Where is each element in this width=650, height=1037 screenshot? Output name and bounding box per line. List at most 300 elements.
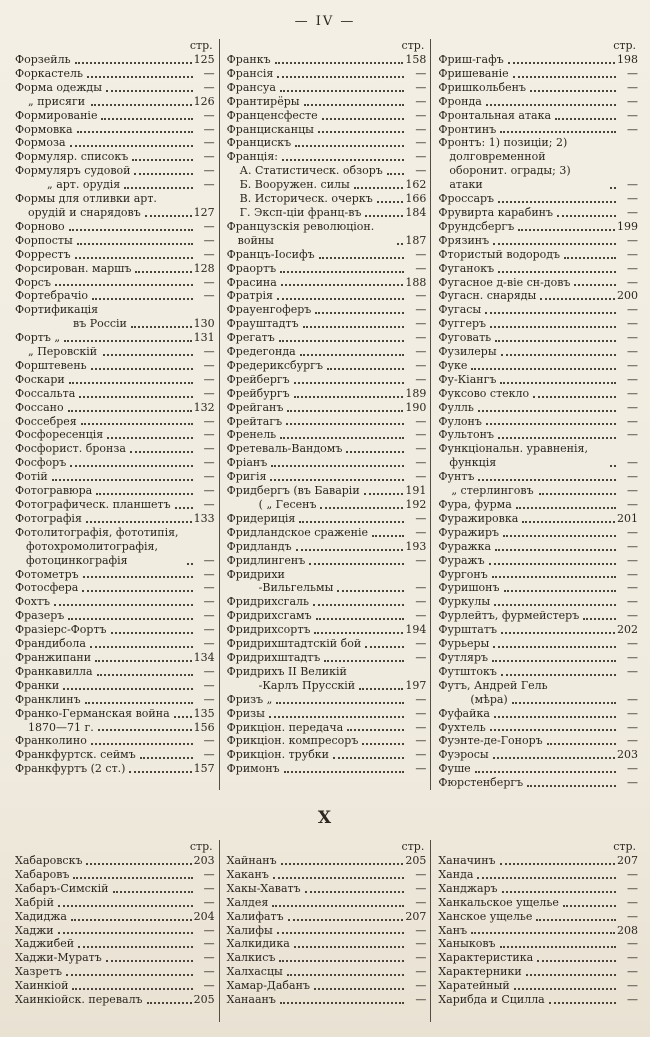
entry-page-number: — xyxy=(203,219,215,233)
entry-label: Формоза xyxy=(15,136,66,150)
index-entry xyxy=(438,993,638,1007)
index-entry xyxy=(438,415,638,429)
entry-page-number: — xyxy=(203,965,215,979)
index-entry xyxy=(227,289,427,303)
dotted-leader xyxy=(486,104,616,106)
dotted-leader xyxy=(63,688,192,690)
index-entry xyxy=(15,387,215,401)
entry-label: въ Россіи xyxy=(73,317,127,331)
entry-page-number: — xyxy=(415,414,427,428)
dotted-leader xyxy=(69,229,193,231)
entry-page-number: — xyxy=(415,358,427,372)
entry-page-number: — xyxy=(627,595,639,609)
dotted-leader xyxy=(549,1002,616,1004)
entry-label: Хаинкіойск. перевалъ xyxy=(15,993,143,1007)
dotted-leader xyxy=(300,354,405,356)
dotted-leader xyxy=(314,632,403,634)
entry-page-number: 134 xyxy=(193,650,215,664)
entry-label: Франкавилла xyxy=(15,664,93,678)
entry-page-number: — xyxy=(627,456,639,470)
entry-label: Фразеръ xyxy=(15,609,65,623)
page-column-label: стр. xyxy=(401,840,425,854)
dotted-leader xyxy=(397,243,403,245)
index-entry xyxy=(438,965,638,979)
entry-page-number: 135 xyxy=(193,706,215,720)
index-entry xyxy=(15,679,215,693)
entry-label: Фрейганъ xyxy=(226,400,284,414)
entry-page-number: — xyxy=(415,66,427,80)
entry-label: Франкфуртъ (2 ст.) xyxy=(15,762,126,776)
dotted-leader xyxy=(134,173,192,175)
dotted-leader xyxy=(498,437,616,439)
index-entry xyxy=(15,359,215,373)
index-entry xyxy=(15,373,215,387)
entry-label: Фридрихсгаль xyxy=(226,595,309,609)
index-entry xyxy=(438,206,638,220)
entry-page-number: — xyxy=(415,261,427,275)
dotted-leader xyxy=(69,382,193,384)
entry-page-number: — xyxy=(627,692,639,706)
page-number-header: — IV — xyxy=(294,14,356,29)
dotted-leader xyxy=(501,632,615,634)
dotted-leader xyxy=(365,646,404,648)
index-entry xyxy=(438,637,638,651)
index-entry xyxy=(438,234,638,248)
entry-label: Фортификація xyxy=(15,303,99,317)
dotted-leader xyxy=(493,646,616,648)
dotted-leader xyxy=(492,660,616,662)
entry-label: Фотографическ. планшетъ xyxy=(15,498,171,511)
entry-label: Францъ-Іосифъ xyxy=(226,247,315,261)
entry-page-number: — xyxy=(415,979,427,993)
dotted-leader xyxy=(294,396,404,398)
dotted-leader xyxy=(288,919,404,921)
entry-page-number: — xyxy=(203,178,215,192)
index-entry xyxy=(15,979,215,993)
index-entry xyxy=(227,359,427,373)
index-entry xyxy=(227,665,427,679)
entry-label: Фредегонда xyxy=(226,345,296,359)
entry-label: Формы для отливки арт. xyxy=(15,192,157,206)
entry-page-number: — xyxy=(415,553,427,567)
index-entry xyxy=(438,734,638,748)
entry-page-number: — xyxy=(203,108,215,122)
dotted-leader xyxy=(271,465,404,467)
index-entry xyxy=(227,345,427,359)
entry-label: Фрувирта карабинъ xyxy=(438,205,554,219)
dotted-leader xyxy=(77,243,193,245)
entry-label: Форново xyxy=(15,219,65,233)
entry-label: Фрязинъ xyxy=(438,233,490,247)
entry-page-number: — xyxy=(627,303,639,317)
dotted-leader xyxy=(175,507,193,509)
dotted-leader xyxy=(295,145,404,147)
entry-page-number: — xyxy=(203,595,215,609)
entry-label: Фуражъ xyxy=(438,553,485,567)
dotted-leader xyxy=(91,743,193,745)
index-entry xyxy=(15,512,215,526)
entry-page-number: 126 xyxy=(193,94,215,108)
dotted-leader xyxy=(130,451,193,453)
index-entry xyxy=(227,512,427,526)
entry-label: Хаинкіой xyxy=(15,979,69,993)
entry-label: Хабаровскъ xyxy=(15,854,83,868)
index-entry xyxy=(15,951,215,965)
entry-list xyxy=(15,854,215,1007)
index-entry xyxy=(15,868,215,882)
dotted-leader xyxy=(557,215,616,217)
dotted-leader xyxy=(286,423,404,425)
entry-page-number: — xyxy=(203,923,215,937)
entry-page-number: — xyxy=(627,965,639,979)
entry-page-number: — xyxy=(203,895,215,909)
entry-page-number: 162 xyxy=(405,178,427,192)
index-entry xyxy=(227,123,427,137)
entry-label: „ присяги xyxy=(28,94,86,108)
dotted-leader xyxy=(313,604,404,606)
entry-label: Фришеваніе xyxy=(438,66,509,80)
dotted-leader xyxy=(315,312,404,314)
dotted-leader xyxy=(583,618,616,620)
entry-label: Фридрихсгамъ xyxy=(226,609,312,623)
index-entry xyxy=(227,470,427,484)
dotted-leader xyxy=(129,771,191,773)
entry-label: орудій и снарядовъ xyxy=(28,205,141,219)
entry-label: Хадиджа xyxy=(15,909,67,923)
index-entry xyxy=(438,540,638,554)
dotted-leader xyxy=(111,632,193,634)
entry-page-number: — xyxy=(415,372,427,386)
entry-page-number: — xyxy=(415,937,427,951)
entry-label: Фразіерс-Фортъ xyxy=(15,623,107,637)
dotted-leader xyxy=(70,145,193,147)
dotted-leader xyxy=(68,618,192,620)
entry-page-number: — xyxy=(415,720,427,734)
entry-page-number: — xyxy=(415,317,427,331)
index-entry xyxy=(438,303,638,317)
index-entry xyxy=(227,979,427,993)
entry-label: Формуляр. списокъ xyxy=(15,150,129,164)
index-entry xyxy=(227,373,427,387)
dotted-leader xyxy=(270,479,404,481)
index-entry xyxy=(15,748,215,762)
entry-page-number: 133 xyxy=(193,511,215,525)
dotted-leader xyxy=(287,974,405,976)
dotted-leader xyxy=(526,974,616,976)
entry-page-number: 128 xyxy=(193,261,215,275)
index-entry xyxy=(438,693,638,707)
index-entry xyxy=(15,331,215,345)
entry-label: Фтористый водородъ xyxy=(438,247,561,261)
index-entry xyxy=(15,345,215,359)
entry-label: Фуговать xyxy=(438,331,492,345)
entry-page-number: — xyxy=(203,275,215,289)
dotted-leader xyxy=(475,771,616,773)
entry-label: Фрауенгоферъ xyxy=(226,303,312,317)
index-entry xyxy=(227,748,427,762)
entry-page-number: — xyxy=(203,881,215,895)
entry-label: ( „ Гесенъ xyxy=(258,498,317,511)
dotted-leader xyxy=(347,729,404,731)
entry-page-number: — xyxy=(627,428,639,442)
entry-label: Френель xyxy=(226,428,277,442)
entry-page-number: — xyxy=(415,247,427,261)
index-entry xyxy=(15,276,215,290)
entry-page-number: — xyxy=(203,951,215,965)
dotted-leader xyxy=(564,257,616,259)
entry-label: Хаканъ xyxy=(226,867,269,881)
dotted-leader xyxy=(610,465,616,467)
entry-page-number: — xyxy=(203,247,215,261)
index-entry xyxy=(15,707,215,721)
dotted-leader xyxy=(73,877,192,879)
entry-page-number: 166 xyxy=(405,192,427,206)
entry-page-number: — xyxy=(415,923,427,937)
index-entry xyxy=(438,868,638,882)
index-entry xyxy=(227,937,427,951)
dotted-leader xyxy=(533,396,616,398)
entry-label: Фотосфера xyxy=(15,581,79,595)
entry-label: Фронтинъ xyxy=(438,122,497,136)
index-entry xyxy=(438,979,638,993)
index-entry xyxy=(438,707,638,721)
index-entry xyxy=(227,150,427,164)
entry-page-number: 201 xyxy=(617,511,639,525)
dotted-leader xyxy=(493,757,615,759)
dotted-leader xyxy=(83,576,193,578)
entry-page-number: — xyxy=(627,178,639,192)
entry-page-number: — xyxy=(203,345,215,359)
dotted-leader xyxy=(58,932,193,934)
entry-page-number: — xyxy=(627,66,639,80)
entry-page-number: — xyxy=(627,993,639,1007)
entry-page-number: 198 xyxy=(617,53,639,66)
entry-page-number: — xyxy=(627,706,639,720)
dotted-leader xyxy=(490,326,616,328)
entry-page-number: — xyxy=(203,484,215,498)
entry-label: Халифы xyxy=(226,923,273,937)
dotted-leader xyxy=(113,891,193,893)
dotted-leader xyxy=(346,451,404,453)
index-entry xyxy=(438,554,638,568)
entry-page-number: — xyxy=(415,895,427,909)
entry-label: Фотій xyxy=(15,470,48,484)
entry-label: Функціональн. уравненія, функція xyxy=(438,442,588,470)
entry-label: Франки xyxy=(15,678,60,692)
entry-label: Фридериція xyxy=(226,511,296,525)
dotted-leader xyxy=(294,946,405,948)
entry-page-number: — xyxy=(203,122,215,136)
dotted-leader xyxy=(362,743,404,745)
entry-page-number: — xyxy=(203,937,215,951)
entry-page-number: — xyxy=(415,122,427,136)
entry-list xyxy=(438,53,638,790)
index-entry xyxy=(227,415,427,429)
dotted-leader xyxy=(486,423,616,425)
dotted-leader xyxy=(78,946,193,948)
index-entry xyxy=(438,67,638,81)
entry-page-number: 189 xyxy=(405,386,427,400)
index-entry xyxy=(15,924,215,938)
entry-page-number: — xyxy=(627,734,639,748)
index-entry xyxy=(227,206,427,220)
entry-page-number: — xyxy=(203,567,215,581)
index-entry xyxy=(438,442,638,470)
index-entry xyxy=(227,637,427,651)
dotted-leader xyxy=(90,646,193,648)
entry-label: Ханъ xyxy=(438,923,468,937)
entry-page-number: — xyxy=(627,372,639,386)
dotted-leader xyxy=(82,590,192,592)
entry-label: Халкидика xyxy=(226,937,290,951)
index-entry xyxy=(15,581,215,595)
entry-page-number: — xyxy=(415,511,427,525)
entry-page-number: — xyxy=(627,331,639,345)
index-entry xyxy=(438,109,638,123)
dotted-leader xyxy=(140,757,193,759)
entry-label: Фригія xyxy=(226,470,267,484)
letter-section-header: Х xyxy=(317,808,333,829)
index-entry xyxy=(15,854,215,868)
entry-label: Ханджаръ xyxy=(438,881,498,895)
dotted-leader xyxy=(91,368,193,370)
dotted-leader xyxy=(495,549,616,551)
entry-label: -Вильгельмы xyxy=(258,581,334,595)
dotted-leader xyxy=(296,549,404,551)
index-entry xyxy=(227,317,427,331)
entry-page-number: — xyxy=(415,456,427,470)
entry-page-number: — xyxy=(203,456,215,470)
dotted-leader xyxy=(490,729,616,731)
index-entry xyxy=(15,937,215,951)
entry-page-number: — xyxy=(415,581,427,595)
dotted-leader xyxy=(294,382,405,384)
dotted-leader xyxy=(106,90,193,92)
entry-page-number: — xyxy=(203,414,215,428)
dotted-leader xyxy=(540,298,615,300)
dotted-leader xyxy=(280,271,404,273)
entry-label: Фохтъ xyxy=(15,595,51,609)
index-entry xyxy=(227,401,427,415)
entry-page-number: — xyxy=(415,965,427,979)
entry-label: Фультонъ xyxy=(438,428,494,442)
entry-page-number: — xyxy=(627,776,639,790)
dotted-leader xyxy=(287,410,403,412)
entry-page-number: — xyxy=(627,498,639,511)
index-entry xyxy=(438,512,638,526)
entry-label: Фуркулы xyxy=(438,595,491,609)
entry-page-number: 130 xyxy=(193,317,215,331)
entry-label: Фосфоресенція xyxy=(15,428,104,442)
index-entry xyxy=(438,136,638,192)
index-entry xyxy=(15,150,215,164)
entry-page-number: — xyxy=(415,289,427,303)
index-entry xyxy=(15,192,215,206)
index-entry xyxy=(227,164,427,178)
entry-label: Футштокъ xyxy=(438,664,497,678)
entry-page-number: — xyxy=(203,442,215,456)
index-entry xyxy=(227,95,427,109)
entry-page-number: — xyxy=(415,470,427,484)
entry-page-number: 207 xyxy=(617,854,639,868)
entry-page-number: — xyxy=(415,150,427,164)
entry-label: Фуке xyxy=(438,358,468,372)
index-entry xyxy=(227,484,427,498)
dotted-leader xyxy=(277,76,404,78)
index-entry xyxy=(15,81,215,95)
entry-label: Фуше xyxy=(438,762,471,776)
entry-label: Фугасн. снаряды xyxy=(438,289,537,303)
entry-page-number: — xyxy=(627,192,639,206)
dotted-leader xyxy=(489,563,616,565)
entry-page-number: 205 xyxy=(193,993,215,1007)
entry-list xyxy=(227,854,427,1007)
index-entry xyxy=(15,234,215,248)
entry-label: Фрикціон. трубки xyxy=(226,748,330,762)
index-entry xyxy=(227,428,427,442)
entry-page-number: — xyxy=(415,951,427,965)
entry-page-number: — xyxy=(415,867,427,881)
dotted-leader xyxy=(498,201,616,203)
entry-label: „ Перовскій xyxy=(28,345,98,359)
entry-label: Ханыковъ xyxy=(438,937,496,951)
index-entry xyxy=(15,428,215,442)
entry-label: Фріанъ xyxy=(226,456,268,470)
index-entry xyxy=(15,95,215,109)
entry-page-number: — xyxy=(203,553,215,567)
index-entry xyxy=(15,623,215,637)
index-entry xyxy=(15,651,215,665)
entry-label: Фуришонъ xyxy=(438,581,500,595)
entry-page-number: — xyxy=(415,345,427,359)
dotted-leader xyxy=(610,187,616,189)
entry-page-number: — xyxy=(627,650,639,664)
index-entry xyxy=(15,637,215,651)
entry-page-number: — xyxy=(627,386,639,400)
index-entry xyxy=(438,924,638,938)
index-entry xyxy=(15,665,215,679)
dotted-leader xyxy=(281,863,404,865)
entry-page-number: — xyxy=(415,706,427,720)
index-entry xyxy=(438,331,638,345)
entry-label: Фу-Кіангъ xyxy=(438,372,497,386)
dotted-leader xyxy=(280,90,404,92)
entry-label: Фуражировка xyxy=(438,511,519,525)
index-entry xyxy=(227,965,427,979)
dotted-leader xyxy=(478,479,616,481)
dotted-leader xyxy=(500,863,615,865)
dotted-leader xyxy=(303,326,405,328)
index-entry xyxy=(227,387,427,401)
index-entry xyxy=(15,910,215,924)
index-entry xyxy=(438,776,638,790)
entry-page-number: — xyxy=(415,442,427,456)
dotted-leader xyxy=(304,104,405,106)
entry-label: Франколино xyxy=(15,734,87,748)
index-entry xyxy=(227,693,427,707)
entry-page-number: — xyxy=(627,94,639,108)
entry-label: Франдибола xyxy=(15,637,86,651)
entry-label: Франжипани xyxy=(15,650,92,664)
dotted-leader xyxy=(314,988,404,990)
entry-page-number: — xyxy=(627,539,639,553)
entry-label: Фридландское сраженіе xyxy=(226,525,369,539)
entry-label: Франція: xyxy=(226,150,278,164)
entry-page-number: — xyxy=(203,428,215,442)
index-entry xyxy=(15,289,215,303)
dotted-leader xyxy=(106,960,193,962)
entry-label: Фухтель xyxy=(438,720,486,734)
